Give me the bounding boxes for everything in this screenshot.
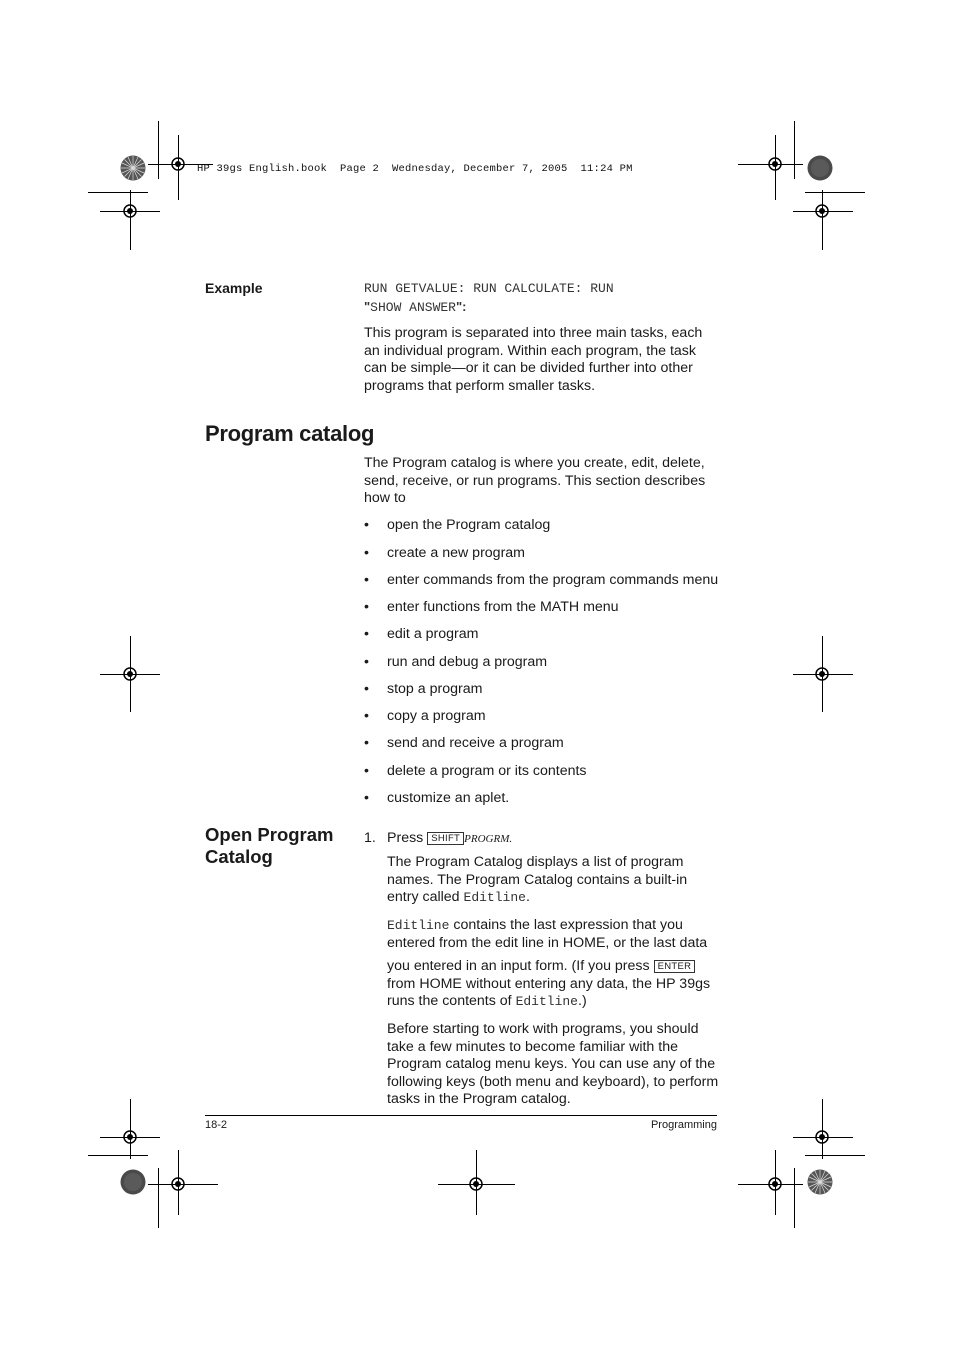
period: .: [525, 889, 530, 906]
catalog-description: [387, 854, 719, 907]
subsection-heading: [205, 824, 355, 868]
registration-mark-icon: [811, 1126, 833, 1148]
section-heading: Program catalog: [205, 421, 375, 446]
list-item-text: copy a program: [387, 708, 486, 724]
list-item-text: delete a program or its contents: [387, 763, 587, 779]
close-paren: .): [578, 993, 587, 1010]
editline-description-text: contains the last expression that you entered from the edit line in HOME, or the last data: [387, 917, 708, 951]
example-code-line-1: RUN GETVALUE: RUN CALCULATE: RUN: [364, 281, 614, 296]
press-text: Press: [387, 830, 424, 846]
enter-note-text-a: you entered in an input form. (If you press: [387, 958, 650, 974]
registration-mark-icon: [764, 1173, 786, 1195]
footer-rule: [205, 1115, 717, 1116]
list-item-text: open the Program catalog: [387, 517, 551, 533]
registration-mark-icon: [119, 663, 141, 685]
list-item-text: enter commands from the program commands menu: [387, 572, 719, 588]
subsection-heading-line-2: Catalog: [205, 846, 273, 867]
starburst-target-icon: [120, 155, 146, 181]
registration-mark-icon: [465, 1173, 487, 1195]
starburst-target-icon: [807, 1169, 833, 1195]
list-item: • delete a program or its contents: [364, 763, 587, 779]
step-number: 1.: [364, 830, 376, 846]
list-item: • edit a program: [364, 626, 479, 642]
enter-key: ENTER: [654, 960, 696, 973]
list-item: • stop a program: [364, 681, 483, 697]
example-label: Example: [205, 280, 263, 296]
registration-mark-icon: [811, 663, 833, 685]
page-number: 18-2: [205, 1119, 228, 1131]
enter-note-text-b: from HOME without entering any data, the HP 39gs runs the contents of: [387, 975, 711, 1010]
list-item: • customize an aplet.: [364, 790, 510, 806]
list-item: • copy a program: [364, 708, 486, 724]
footer-section-name: Programming: [650, 1119, 717, 1131]
registration-mark-icon: [167, 153, 189, 175]
list-item: • create a new program: [364, 545, 526, 561]
step-period: .: [509, 833, 513, 845]
enter-note: [387, 958, 719, 1011]
list-item-text: stop a program: [387, 681, 483, 697]
registration-mark-icon: [119, 1126, 141, 1148]
shift-key: SHIFT: [427, 832, 464, 845]
step-1-instruction: [387, 830, 512, 846]
editline-code: Editline: [515, 994, 578, 1010]
registration-mark-icon: [119, 200, 141, 222]
gray-target-icon: [120, 1169, 146, 1195]
list-item-text: send and receive a program: [387, 735, 564, 751]
catalog-description-text: The Program Catalog displays a list of program names. The Program Catalog contains a built-in entry called: [387, 854, 688, 906]
gray-target-icon: [807, 155, 833, 181]
list-item: • send and receive a program: [364, 735, 564, 751]
list-item-text: create a new program: [387, 545, 526, 561]
print-header: HP 39gs English.book Page 2 Wednesday, December 7, 2005 11:24 PM: [197, 163, 633, 175]
editline-code: Editline: [463, 890, 526, 906]
example-paragraph: This program is separated into three main tasks, each an individual program. Within each program, the task can be simple—or it can be divided further into other programs that perform smaller tasks.: [364, 325, 703, 394]
subsection-heading-line-1: Open Program: [205, 824, 334, 845]
quote-open: ": [364, 299, 371, 314]
editline-code: Editline: [387, 918, 450, 933]
registration-mark-icon: [811, 200, 833, 222]
editline-description: [387, 917, 719, 952]
registration-mark-icon: [764, 153, 786, 175]
list-item: • enter functions from the MATH menu: [364, 599, 619, 615]
list-item: • open the Program catalog: [364, 517, 551, 533]
list-item: • enter commands from the program commands menu: [364, 572, 719, 588]
list-item-text: customize an aplet.: [387, 790, 510, 806]
list-item-text: run and debug a program: [387, 654, 548, 670]
quote-close: ":: [456, 299, 467, 314]
step-1: [364, 830, 376, 846]
before-starting-paragraph: Before starting to work with programs, you should take a few minutes to become familiar with the Program catalog menu keys. You can use any of the following keys (both menu and keyboard), to perform tasks in the Program catalog.: [387, 1021, 719, 1108]
list-item-text: edit a program: [387, 626, 479, 642]
progrm-label: PROGRM: [464, 833, 510, 845]
list-item: • run and debug a program: [364, 654, 548, 670]
catalog-intro: The Program catalog is where you create, edit, delete, send, receive, or run programs. This section describes how to: [364, 455, 706, 507]
registration-mark-icon: [167, 1173, 189, 1195]
list-item-text: enter functions from the MATH menu: [387, 599, 619, 615]
code-text: SHOW ANSWER: [370, 300, 456, 315]
example-code-line-2: [364, 299, 467, 315]
